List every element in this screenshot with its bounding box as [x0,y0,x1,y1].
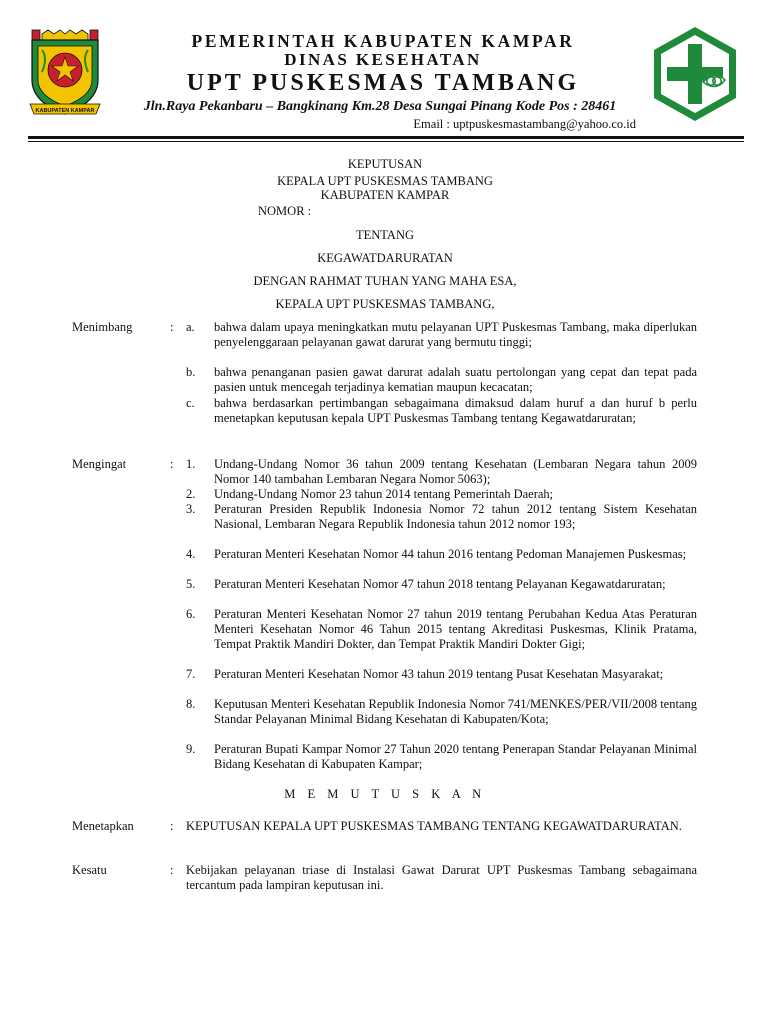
mengingat-item-1: Undang-Undang Nomor 36 tahun 2009 tentang Kesehatan (Lembaran Negara tahun 2009 Nomor 140 tambahan Lembaran Negara Nomor 5063); [214,457,697,486]
mengingat-item-8: Keputusan Menteri Kesehatan Republik Indonesia Nomor 741/MENKES/PER/VII/2008 tentang Standar Pelayanan Minimal Bidang Kesehatan di Kabupaten/Kota; [214,697,697,726]
mengingat-item-4: Peraturan Menteri Kesehatan Nomor 44 tahun 2016 tentang Pedoman Manajemen Puskesmas; [214,547,687,561]
letterhead-email: Email : uptpuskesmastambang@yahoo.co.id [413,117,636,131]
mengingat-label: Mengingat [72,457,127,471]
menimbang-item-a: bahwa dalam upaya meningkatkan mutu pelayanan UPT Puskesmas Tambang, maka diperlukan penyelenggaraan pelayanan gawat darurat yang bermutu tinggi; [214,320,697,349]
mengingat-item-3: Peraturan Presiden Republik Indonesia Nomor 72 tahun 2012 tentang Sistem Kesehatan Nasional, Lembaran Negara Republik Indonesia tahun 2012 nomor 193; [214,502,697,531]
mengingat-mark-2: 2. [186,487,196,501]
mengingat-item-9: Peraturan Bupati Kampar Nomor 27 Tahun 2020 tentang Penerapan Standar Pelayanan Minimal Bidang Kesehatan di Kabupaten Kampar; [214,742,697,771]
seal-ribbon-text: KABUPATEN KAMPAR [35,108,95,114]
letterhead-government: PEMERINTAH KABUPATEN KAMPAR [191,31,575,51]
kesatu-label: Kesatu [72,863,107,877]
menimbang-colon: : [170,320,174,334]
menimbang-mark-b: b. [186,365,196,379]
kepala-line: KEPALA UPT PUSKESMAS TAMBANG, [275,297,495,311]
letterhead-rule-thin [28,141,744,142]
rahmat-line: DENGAN RAHMAT TUHAN YANG MAHA ESA, [253,274,517,288]
memutuskan-heading: M E M U T U S K A N [284,787,486,801]
menimbang-mark-c: c. [186,396,195,410]
mengingat-item-6: Peraturan Menteri Kesehatan Nomor 27 tahun 2019 tentang Perubahan Kedua Atas Peraturan Menteri Kesehatan Nomor 46 Tahun 2015 tentang Akreditasi Puskesmas, Klinik Pratama, Tempat Praktik Mandiri Dokter, dan Tempat Praktik Mandiri Dokter Gigi; [214,607,697,651]
mengingat-item-7: Peraturan Menteri Kesehatan Nomor 43 tahun 2019 tentang Pusat Kesehatan Masyarakat; [214,667,664,681]
kesatu-text: Kebijakan pelayanan triase di Instalasi Gawat Darurat UPT Puskesmas Tambang sebagaimana tercantum pada lampiran keputusan ini. [186,863,697,892]
menimbang-mark-a: a. [186,320,195,334]
mengingat-mark-1: 1. [186,457,196,471]
letterhead-address: Jln.Raya Pekanbaru – Bangkinang Km.28 Desa Sungai Pinang Kode Pos : 28461 [143,99,617,114]
kesatu-colon: : [170,863,174,877]
letterhead-rule-thick [28,136,744,139]
menetapkan-text: KEPUTUSAN KEPALA UPT PUSKESMAS TAMBANG TENTANG KEGAWATDARURATAN. [186,819,682,833]
mengingat-item-2: Undang-Undang Nomor 23 tahun 2014 tentang Pemerintah Daerah; [214,487,554,501]
letterhead [0,0,768,150]
nomor-field: NOMOR : [258,204,312,218]
mengingat-item-5: Peraturan Menteri Kesehatan Nomor 47 tahun 2018 tentang Pelayanan Kegawatdaruratan; [214,577,666,591]
title-kabupaten: KABUPATEN KAMPAR [320,188,450,202]
mengingat-mark-7: 7. [186,667,196,681]
mengingat-mark-4: 4. [186,547,196,561]
mengingat-mark-6: 6. [186,607,196,621]
menimbang-item-b: bahwa penanganan pasien gawat darurat adalah suatu pertolongan yang cepat dan tepat pada pasien untuk mencegah terjadinya kematian maupun kecacatan; [214,365,697,394]
mengingat-mark-5: 5. [186,577,196,591]
mengingat-mark-8: 8. [186,697,196,711]
mengingat-mark-3: 3. [186,502,196,516]
title-tentang: TENTANG [355,228,414,242]
title-kepala: KEPALA UPT PUSKESMAS TAMBANG [277,174,493,188]
title-subject: KEGAWATDARURATAN [317,251,453,265]
menimbang-item-c: bahwa berdasarkan pertimbangan sebagaimana dimaksud dalam huruf a dan huruf b perlu menetapkan keputusan kepala UPT Puskesmas Tambang tentang Kegawatdaruratan; [214,396,697,425]
title-keputusan: KEPUTUSAN [347,157,423,171]
kampar-regency-seal-icon [28,28,102,120]
puskesmas-logo-icon [648,24,742,124]
letterhead-institution: UPT PUSKESMAS TAMBANG [186,70,580,96]
letterhead-department: DINAS KESEHATAN [284,50,482,69]
menetapkan-label: Menetapkan [72,819,134,833]
mengingat-mark-9: 9. [186,742,196,756]
mengingat-colon: : [170,457,174,471]
menetapkan-colon: : [170,819,174,833]
menimbang-label: Menimbang [72,320,133,334]
